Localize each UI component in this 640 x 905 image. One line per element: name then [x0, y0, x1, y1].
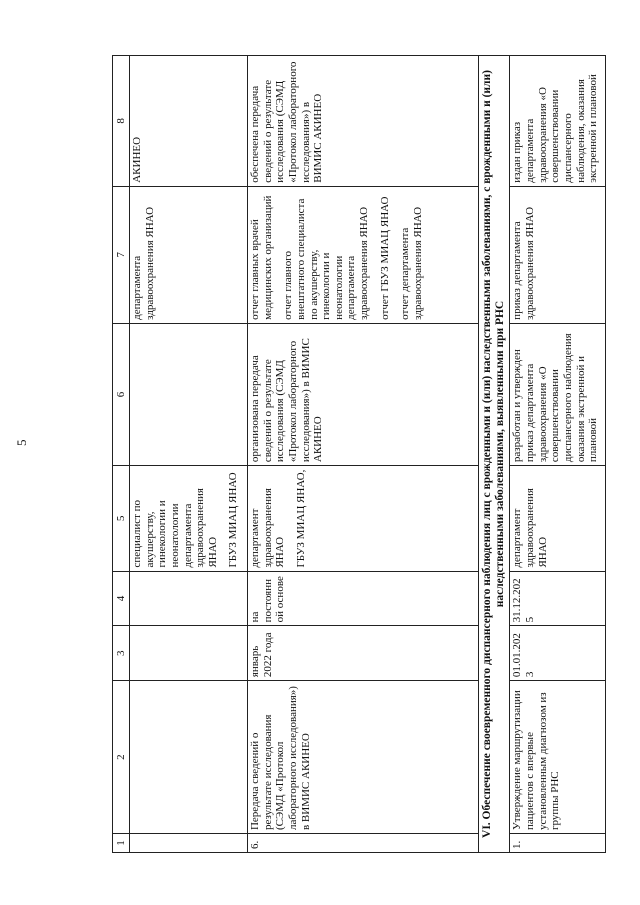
section-vi-title: VI. Обеспечение своевременного диспансерного наблюдения лиц с врожденными и (или) наследственными заболеваниями, с врожденными и (или) наследственными заболеваниями, выявленными при РНС [479, 56, 510, 853]
plan-table [112, 55, 606, 853]
row1-effect: издан приказ департамента здравоохранения «О совершенствовании диспансерного наблюдения, оказания экстренной и плановой [510, 56, 606, 187]
col-header-8: 8 [113, 56, 130, 187]
col-header-1: 1 [113, 834, 130, 853]
table-row-6 [248, 56, 479, 853]
cont-cell-responsible [130, 466, 248, 571]
cont-cell-name [130, 681, 248, 834]
row6-responsible [248, 466, 479, 571]
cont-cell-report: департамента здравоохранения ЯНАО [130, 186, 248, 323]
section-vi-row [479, 56, 510, 853]
cont-responsible-b: ГБУЗ МИАЦ ЯНАО [227, 472, 240, 568]
row6-responsible-a: департамент здравоохранения ЯНАО [249, 488, 287, 568]
row6-report-b: отчет главного внештатного специалиста по акушерству, гинекологии и неонатологии департамента здравоохранения ЯНАО [282, 198, 371, 320]
row6-report-a: отчет главных врачей медицинских организаций [249, 195, 274, 320]
cont-cell-end [130, 571, 248, 626]
cont-cell-start [130, 626, 248, 681]
row6-report-d: отчет департамента здравоохранения ЯНАО [399, 206, 425, 320]
col-header-6: 6 [113, 323, 130, 465]
cont-cell-num [130, 834, 248, 853]
row1-responsible: департамент здравоохранения ЯНАО [510, 466, 606, 571]
column-number-row [113, 56, 130, 853]
table-row-1 [510, 56, 606, 853]
col-header-5: 5 [113, 466, 130, 571]
row1-num: 1. [510, 834, 606, 853]
col-header-7: 7 [113, 186, 130, 323]
continued-row [130, 56, 248, 853]
row6-effect: обеспечена передача сведений о результате исследования (СЭМД «Протокол лабораторного исследования») в ВИМИС АКИНЕО [248, 56, 479, 187]
row1-result: разработан и утвержден приказ департамента здравоохранения «О совершенствовании диспансерного наблюдения оказания экстренной и плановой [510, 323, 606, 465]
row6-start: январь 2022 года [248, 626, 479, 681]
row1-name: Утверждение маршрутизации пациентов с впервые установленным диагнозом из группы РНС [510, 681, 606, 834]
page-number: 5 [14, 439, 29, 446]
row6-name: Передача сведений о результате исследования (СЭМД «Протокол лабораторного исследования») в ВИМИС АКИНЕО [248, 681, 479, 834]
cont-cell-effect: АКИНЕО [130, 56, 248, 187]
row1-report: приказ департамента здравоохранения ЯНАО [510, 186, 606, 323]
row6-report [248, 186, 479, 323]
row1-start: 01.01.2023 [510, 626, 606, 681]
row6-end: на постоянной основе [248, 571, 479, 626]
row6-result: организована передача сведений о результате исследования (СЭМД «Протокол лабораторного исследования») в ВИМИС АКИНЕО [248, 323, 479, 465]
row1-end: 31.12.2025 [510, 571, 606, 626]
col-header-2: 2 [113, 681, 130, 834]
cont-responsible-a: специалист по акушерству, гинекологии и неонатологии департамента здравоохранения ЯНАО [131, 488, 219, 568]
row6-num: 6. [248, 834, 479, 853]
row6-report-c: отчет ГБУЗ МИАЦ ЯНАО [378, 196, 391, 320]
cont-cell-result [130, 323, 248, 465]
row6-responsible-b: ГБУЗ МИАЦ ЯНАО, [294, 469, 307, 568]
col-header-4: 4 [113, 571, 130, 626]
rotated-table-sheet [112, 55, 620, 853]
col-header-3: 3 [113, 626, 130, 681]
